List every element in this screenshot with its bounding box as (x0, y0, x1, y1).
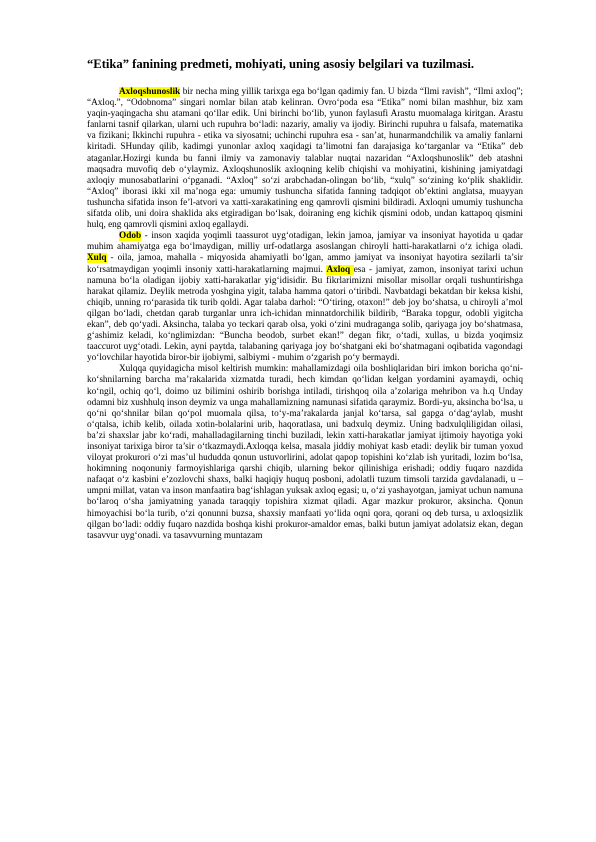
highlighted-term: Odob (119, 231, 142, 242)
page-title: “Etika” fanining predmeti, mohiyati, uning asosiy belgilari va tuzilmasi. (87, 57, 475, 71)
paragraph-text: - oila, jamoa, mahalla - miqyosida ahamiyatli bo‘lgan, ammo jamiyat va insoniyat hayotira sezilarli ta’sir ko‘rsatmaydigan yoqimli insoniy xatti-harakatlarning majmui. (87, 253, 523, 275)
highlighted-term: Xulq (87, 253, 107, 264)
paragraph-odob-xulq-axloq (87, 231, 523, 364)
highlighted-term: Axloqshunoslik (119, 87, 181, 97)
paragraph-text: - inson xaqida yoqimli taassurot uyg‘otadigan, lekin jamoa, jamiyar va insoniyat hayotida u qadar muhim ahamiyatga ega bo‘lmaydigan, milliy urf-odatlarga asoslangan chiroyli hatti-harakatlarni o‘z ichiga oladi. (87, 231, 523, 253)
paragraph-axloqshunoslik (87, 87, 523, 231)
highlighted-term: Axloq (326, 264, 354, 275)
paragraph-text: bir necha ming yillik tarixga ega bo‘lgan qadimiy fan. U bizda “Ilmi ravish”, “Ilmi axloq”; “Axloq.”, “Odobnoma” singari nomlar bilan atab kelinran. Ovro‘poda esa “Etika” nomi bilan mashhur, biz xam yaqin-yaqingacha shu atamani qo‘llar edik. Uni birinchi bo‘lib, yunon faylasufi Arastu muomalaga kiritgan. Arastu fanlarni tasnif qilarkan, ularni uch rupuhra bo‘ladi: nazariy, amaliy va ijodiy. Birinchi rupuhra u falsafa, matematika va fizikani; Ikkinchi rupuhra - etika va siyosatni; uchinchi rupuhra esa - san’at, hunarmandchilik va amaliy fanlarni kiritadi. SHunday qilib, kadimgi yunonlar axloq xaqidagi ta’limotni fan darajasiga ko‘targanlar va “Etika” deb ataganlar.Hozirgi kunda bu fanni ilmiy va zamonaviy talablar nuqtai nazaridan “Axloqshunoslik” deb atashni maqsadra muvofiq deb o‘ylaymiz. Axloqshunoslik axloqning kelib chiqishi va mohiyatini, kishining jamiyatdagi axloqiy munosabatlarini o‘pganadi. “Axloq” so‘zi arabchadan-olingan bo‘lib, “xulq” so‘zining ko‘plik shaklidir. “Axloq” iborasi ikki xil ma’noga ega: umumiy tushuncha sifatida fanning tadqiqot ob’ektini anglatsa, muayyan tushuncha sifatida inson fe’l-atvori va xatti-xarakatining eng qamrovli qismini bildiradi. Axloqni umumiy tushuncha sifatda olib, uni doira shaklida aks etgiradigan bo‘lsak, doiraning eng kichik qismini odob, undan kattapoq qismini hulq, eng qamrovli qismini axloq egallaydi. (87, 87, 523, 231)
document-page (87, 56, 523, 542)
paragraph-xulq-example: Xulqqa quyidagicha misol keltirish mumkin: mahallamizdagi oila boshliqlaridan biri imkon boricha qo‘ni-ko‘shnilarning barcha ma’rakalarida xizmatda turadi, hech kimdan qo‘lidan kelgan yordamini ayamaydi, ochiq ko‘ngil, ochiq qo‘l, doimo uz bilimini oshirib borishga intiladi, tirishqoq oila a’zolariga mehribon va h.q Unday odamni biz xushhulq inson deymiz va unga mahallamizning namunasi sifatida qaraymiz. Bordi-yu, aksincha bo‘lsa, u qo‘ni qo‘shnilar bilan qo‘pol muomala qilsa, to‘y-ma’rakalarda janjal ko‘tarsa, sal gapga o‘dag‘aylab, musht o‘qtalsa, ichib kelib, oilada xotin-bolalarini urib, haqoratlasa, uni badxulq deymiz. Uning badxulqliligidan oilasi, ba’zi shaxslar jabr ko‘radi, mahalladagilarning tinchi buziladi, lekin xatti-harakatlar jamiyat ijtimoiy hayotiga yoki insoniyat tarixiga biror ta’sir o‘tkazmaydi.Axloqqa kelsa, masala jiddiy mohiyat kasb etadi: deylik bir tuman yoxud viloyat prokurori o‘zi mas’ul hududda qonun ustuvorlirini, adolat qapop topishini ko‘zlab ish yuritadi, lozim bo‘lsa, hokimning noqonuniy farmoyishlariga qarshi chiqib, ularning bekor qilinishiga erishadi; oddiy fuqaro nazdida nafaqat o‘z kasbini e’zozlovchi shaxs, balki haqiqiy huquq posboni, adolatli tuzum timsoli tarzida gavdalanadi, u – umpni millat, vatan va inson manfaatira bag‘ishlagan yuksak axloq egasi; u, o‘zi yashayotgan, jamiyat uchun namuna bo‘laroq o‘sha jamiyatning yanada taraqqiy topishira xizmat qiladi. Agar mazkur prokuror, aksincha. Qonun himoyachisi bo‘la turib, o‘zi qonunni buzsa, shaxsiy manfaati yo‘lida oqni qora, qorani oq deb tursa, u axloqsizlik qilgan bo‘ladi: oddiy fuqaro nazdida boshqa kishi prokuror-amaldor emas, balki butun jamiyat adolatsiz ekan, degan tasavvur uyg‘onadi. va tasavvurning muntazam (87, 364, 523, 541)
paragraph-text: esa - jamiyat, zamon, insoniyat tarixi uchun namuna bo‘la oladigan ijobiy xatti-harakatlar yig‘idisidir. Bu fikrlarimizni misollar misollar orqali tushuntirishga harakat qilamiz. Deylik metroda yoshgina yigit, talaba hamma qatori o‘tiribdi. Navbatdagi bekatdan bir keksa kishi, chiqib, unning ro‘parasida tik turib qoldi. Agar talaba darhol: “O‘tiring, otaxon!” deb joy bo‘shatsa, u chiroyli a’mol qilgan bo‘ladi, chetdan qarab turganlar unra ich-ichidan minnatdorchilik bildirib, “Baraka topgur, odobli yigitcha ekan”, deb qo‘yadi. Aksincha, talaba yo teckari qarab olsa, yoki o‘zini mudraganga solib, qariyaga joy bo‘shatmasa, g‘ashimiz keladi, ko‘nglimizdan: “Buncha beodob, surbet ekan!” degan fikr, o‘tadi, xullas, u bizda yoqimsiz taaccurot uyg‘otadi. Lekin, ayni paytda, talabaning qariyaga joy bo‘shatgani eki bo‘shatmagani oqibatida vagondagi yo‘lovchilar hayotida biror-bir ijobiymi, salbiymi - muhim o‘zgarish po‘y bermaydi. (87, 264, 523, 364)
